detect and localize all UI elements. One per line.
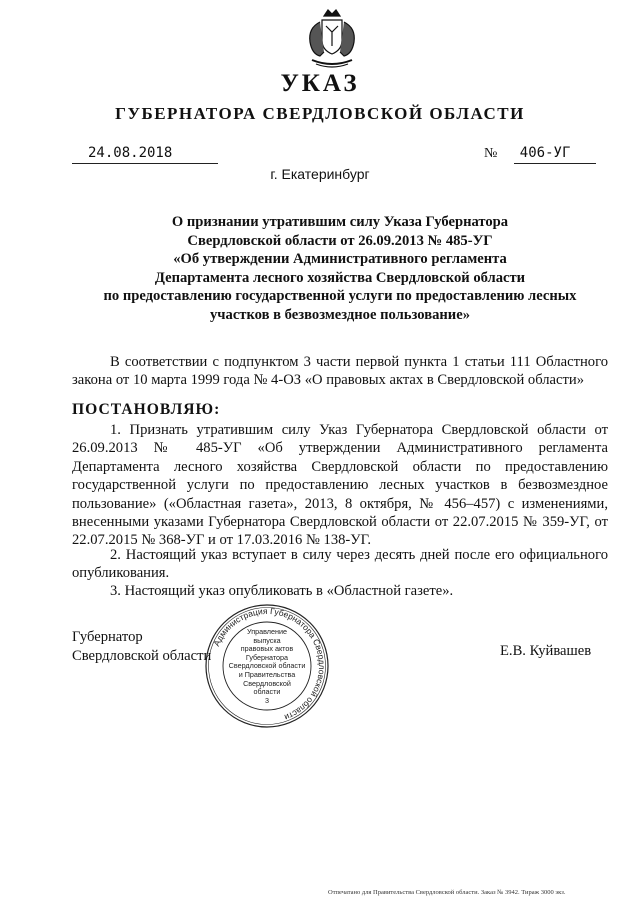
title-line: О признании утратившим силу Указа Губернатора [171,214,509,230]
number-sign: № [484,146,498,161]
document-number [484,144,600,164]
preamble-paragraph: В соответствии с подпунктом 3 части первой пункта 1 статьи 111 Областного закона от 10 марта 1999 года № 4-ОЗ «О правовых актах в Свердловской области» [72,354,608,389]
stamp-line: Свердловской [243,678,291,688]
title-line: «Об утверждении Административного регламента [173,251,507,267]
stamp-line: правовых актов [240,644,294,654]
stamp-ring-text: Администрация Губернатора Свердловской области [211,605,328,723]
number-value: 406-УГ [514,144,596,164]
print-footer: Отпечатано для Правительства Свердловской области. Заказ № 3942. Тираж 3000 экз. [328,889,566,896]
item-1-paragraph: 1. Признать утратившим силу Указ Губернатора Свердловской области от 26.09.2013 № 485-УГ «Об утверждении Административного регламента Департамента лесного хозяйства Свердловской области по предоставлению государственной услуги по предоставлению лесных участков в безвозмездное пользование» («Областная газета», 2013, 8 октября, № 456–457) с изменениями, внесенными указами Губернатора Свердловской области от 22.07.2015 № 359-УГ, от 22.07.2015 № 368-УГ и от 17.03.2016 № 138-УГ. [72,422,608,549]
signatory-name: Е.В. Куйвашев [500,643,592,659]
stamp-line: 3 [265,695,269,705]
coat-of-arms-icon [298,8,366,72]
title-line: Департамента лесного хозяйства Свердловской области [154,269,526,286]
position-line: Свердловской области [72,648,212,664]
position-line: Губернатор [72,629,143,645]
title-line: участков в безвозмездное пользование» [210,306,470,323]
stamp-line: Управление [247,627,287,636]
document-title [70,213,610,324]
stamp-line: Губернатора [245,652,289,662]
issuing-authority: ГУБЕРНАТОРА СВЕРДЛОВСКОЙ ОБЛАСТИ [115,104,525,123]
item-3-paragraph: 3. Настоящий указ опубликовать в «Областной газете». [110,583,454,599]
item-2-paragraph: 2. Настоящий указ вступает в силу через десять дней после его официального опубликования. [72,547,608,582]
decree-heading: ПОСТАНОВЛЯЮ: [72,401,221,418]
city: г. Екатеринбург [270,166,370,182]
stamp-line: и Правительства [238,669,296,679]
stamp-line: выпуска [253,635,281,645]
title-line: по предоставлению государственной услуги по предоставлению лесных [103,288,577,304]
signatory-position [72,628,211,666]
document-type: УКАЗ [280,70,360,97]
stamp-line: Свердловской области [228,661,306,671]
stamp-line: области [253,687,281,697]
title-line: Свердловской области от 26.09.2013 № 485-УГ [187,232,493,249]
document-date: 24.08.2018 [72,144,218,164]
stamp-center-text [226,628,308,705]
